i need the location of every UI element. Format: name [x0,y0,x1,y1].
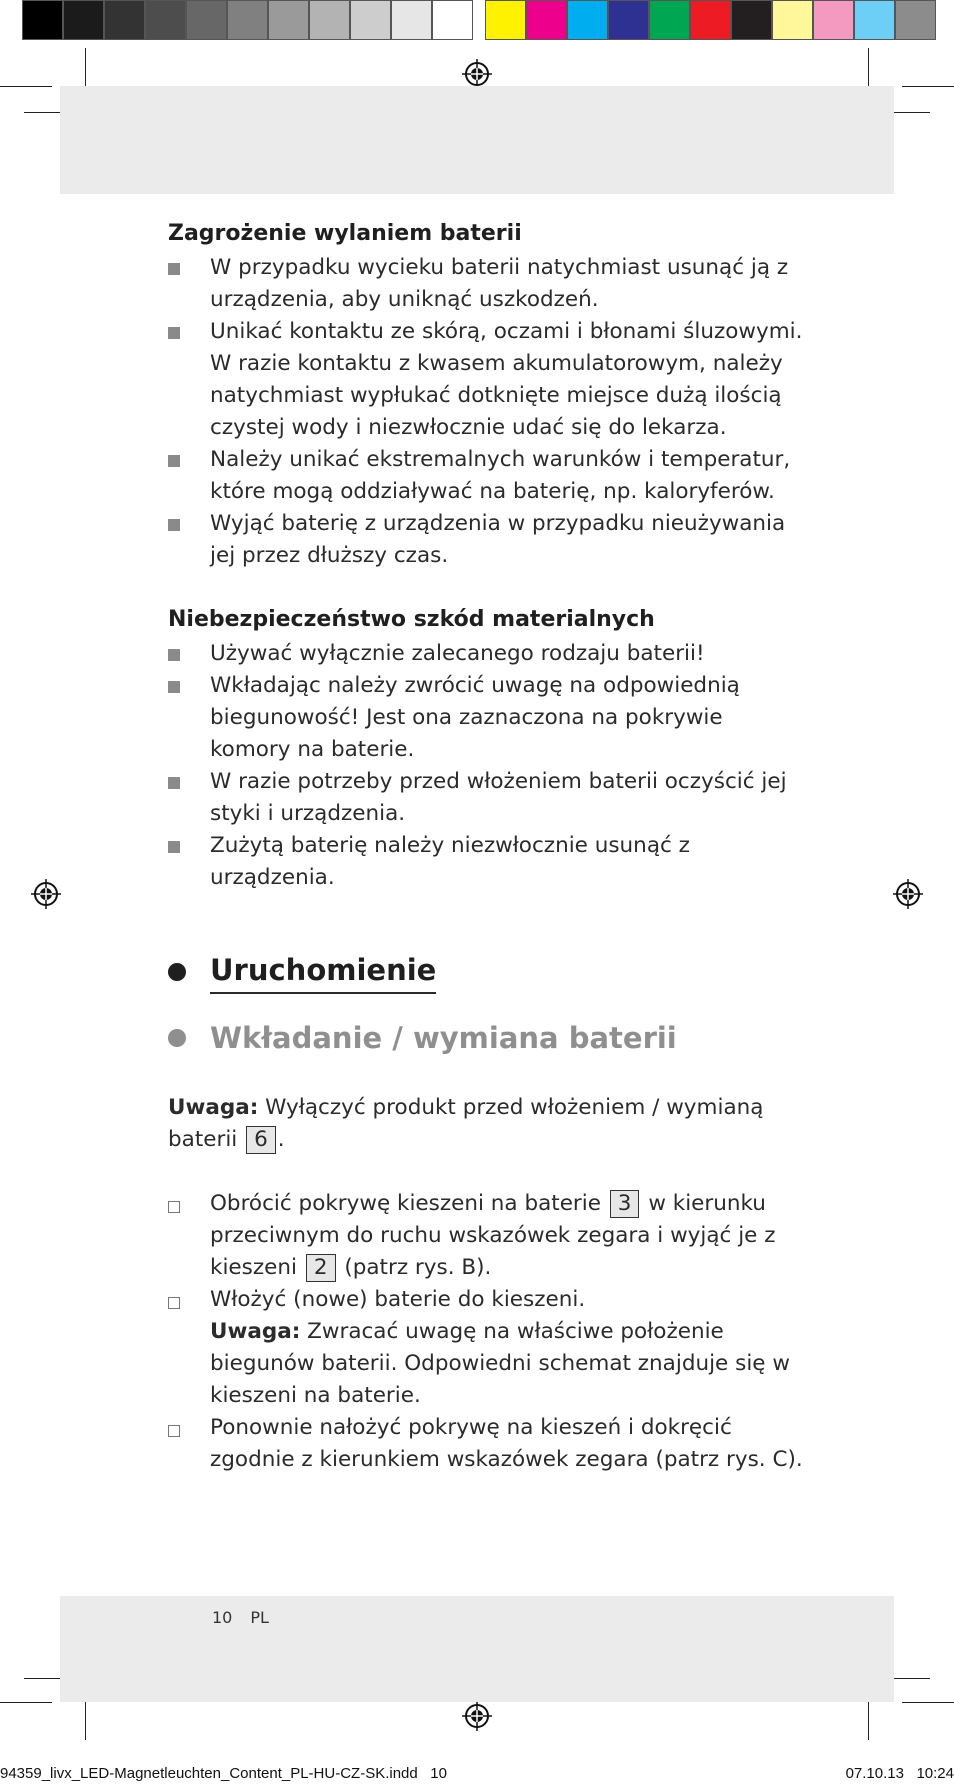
figure-reference: 3 [610,1190,640,1218]
checkbox-bullet-icon [168,1297,180,1309]
square-bullet-icon [168,841,180,853]
color-swatch [63,0,104,40]
color-swatch [268,0,309,40]
crop-mark [0,86,52,87]
list-item: Unikać kontaktu ze skórą, oczami i błonami śluzowymi. W razie kontaktu z kwasem akumulatorowym, należy natychmiast wypłukać dotknięte miejsce dużą ilością czystej wody i niezwłocznie udać się do lekarza. [168,316,808,444]
crop-mark [902,1702,954,1703]
language-code: PL [250,1608,269,1627]
process-color-bar [485,0,936,42]
section-heading-damage: Niebezpieczeństwo szkód materialnych [168,607,655,632]
list-item: Ponownie nałożyć pokrywę na kieszeń i dokręcić zgodnie z kierunkiem wskazówek zegara (patrz rys. C). [168,1412,808,1476]
list-item: Zużytą baterię należy niezwłocznie usunąć z urządzenia. [168,830,808,894]
date-slug: 07.10.13 10:24 [845,1765,954,1782]
footer-band [60,1596,894,1702]
file-slug: 94359_livx_LED-Magnetleuchten_Content_PL-HU-CZ-SK.indd 10 [0,1765,447,1782]
list-item: Wyjąć baterię z urządzenia w przypadku nieużywania jej przez dłuższy czas. [168,508,808,572]
damage-warnings-list [168,638,808,894]
note-paragraph: Uwaga: Wyłączyć produkt przed włożeniem / wymianą baterii 6 . [168,1095,764,1152]
color-swatch [567,0,608,40]
color-swatch [227,0,268,40]
chapter-title: Uruchomienie [168,950,808,994]
section-heading-leak: Zagrożenie wylaniem baterii [168,221,522,246]
crop-mark [902,86,954,87]
list-item: Używać wyłącznie zalecanego rodzaju baterii! [168,638,808,670]
color-swatch [350,0,391,40]
color-swatch [145,0,186,40]
checkbox-bullet-icon [168,1425,180,1437]
square-bullet-icon [168,681,180,693]
list-item: W przypadku wycieku baterii natychmiast usunąć ją z urządzenia, aby uniknąć uszkodzeń. [168,252,808,316]
square-bullet-icon [168,327,180,339]
list-item: W razie potrzeby przed włożeniem baterii oczyścić jej styki i urządzenia. [168,766,808,830]
color-swatch [813,0,854,40]
registration-mark-icon [462,59,492,89]
square-bullet-icon [168,263,180,275]
figure-reference: 6 [246,1126,276,1154]
square-bullet-icon [168,455,180,467]
list-item: Należy unikać ekstremalnych warunków i temperatur, które mogą oddziaływać na baterię, np. kaloryferów. [168,444,808,508]
page-number: 10 PL [212,1608,269,1627]
color-swatch [854,0,895,40]
step-note: Uwaga: Zwracać uwagę na właściwe położenie biegunów baterii. Odpowiedni schemat znajduje się w kieszeni na baterie. [210,1319,790,1408]
color-swatch [186,0,227,40]
square-bullet-icon [168,649,180,661]
color-swatch [22,0,63,40]
color-swatch [731,0,772,40]
list-item: Wkładając należy zwrócić uwagę na odpowiednią biegunowość! Jest ona zaznaczona na pokrywie komory na baterie. [168,670,808,766]
bullet-dot-icon [168,963,186,981]
color-swatch [895,0,936,40]
color-swatch [772,0,813,40]
page-content [168,218,808,1476]
figure-reference: 2 [306,1254,336,1282]
subchapter-title: Wkładanie / wymiana baterii [168,1018,808,1058]
square-bullet-icon [168,777,180,789]
color-swatch [485,0,526,40]
crop-mark [0,1702,52,1703]
registration-mark-icon [31,879,61,909]
checkbox-bullet-icon [168,1201,180,1213]
gray-color-bar [22,0,473,42]
color-swatch [391,0,432,40]
list-item: Obrócić pokrywę kieszeni na baterie 3 w kierunku przeciwnym do ruchu wskazówek zegara i wyjąć je z kieszeni 2 (patrz rys. B). [168,1188,808,1284]
bullet-dot-icon [168,1029,186,1047]
leak-warnings-list [168,252,808,572]
instruction-steps-list [168,1188,808,1476]
color-swatch [649,0,690,40]
registration-mark-icon [893,879,923,909]
header-band [60,86,894,194]
color-swatch [526,0,567,40]
color-swatch [309,0,350,40]
registration-mark-icon [462,1701,492,1731]
color-swatch [690,0,731,40]
square-bullet-icon [168,519,180,531]
color-swatch [608,0,649,40]
color-swatch [104,0,145,40]
list-item: Włożyć (nowe) baterie do kieszeni. Uwaga: Zwracać uwagę na właściwe położenie biegunów baterii. Odpowiedni schemat znajduje się w kieszeni na baterie. [168,1284,808,1412]
color-swatch [432,0,473,40]
